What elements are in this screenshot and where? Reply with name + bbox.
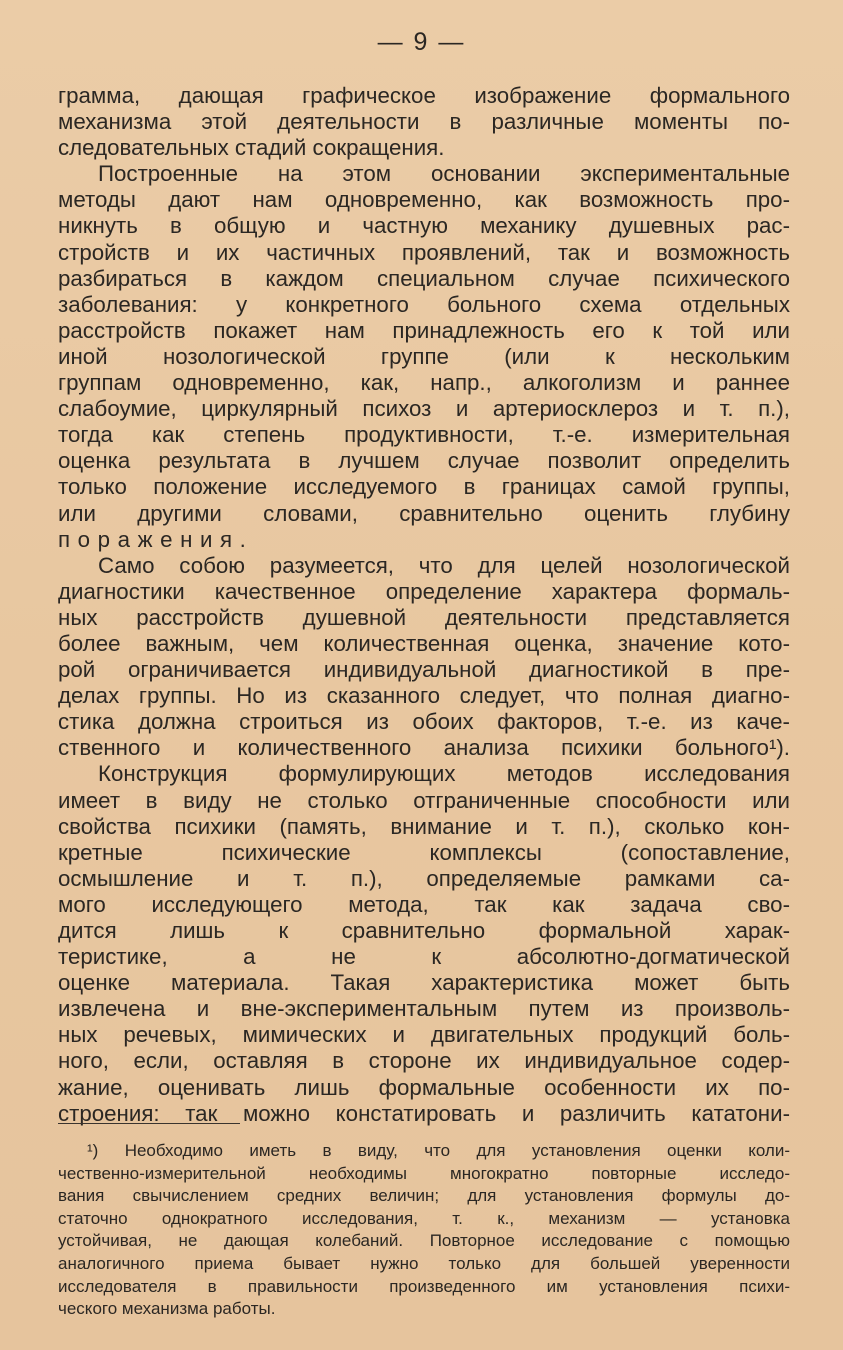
text-line: строения: так можно констатировать и различить кататони- [58, 1100, 790, 1126]
text-line: диагностики качественное определение характера формаль- [58, 578, 790, 604]
text-line: извлечена и вне-экспериментальным путем из произволь- [58, 996, 790, 1022]
text-line: осмышление и т. п.), определяемые рамками са- [58, 865, 790, 891]
text-line: или другими словами, сравнительно оценить глубину [58, 500, 790, 526]
footnote-line: устойчивая, не дающая колебаний. Повторное исследование с помощью [58, 1231, 790, 1251]
text-line: грамма, дающая графическое изображение формального [58, 83, 790, 108]
text-line: мого исследующего метода, так как задача сво- [58, 891, 790, 917]
footnote [58, 1140, 790, 1321]
text-line: Само собою разумеется, что для целей нозологической [98, 552, 790, 578]
text-line: стройств и их частичных проявлений, так и возможность [58, 239, 790, 265]
footnote-line: исследователя в правильности произведенного им установления психи- [58, 1276, 790, 1296]
footnote-line: вания свычислением средних величин; для установления формулы до- [58, 1186, 790, 1206]
text-line: механизма этой деятельности в различные моменты по- [58, 109, 790, 135]
text-line: Конструкция формулирующих методов исследования [98, 761, 790, 787]
text-line: поражения. [58, 526, 254, 552]
text-line: иной нозологической группе (или к нескольким [58, 343, 790, 369]
text-line: ного, если, оставляя в стороне их индивидуальное содер- [58, 1048, 790, 1074]
text-line: рой ограничивается индивидуальной диагностикой в пре- [58, 657, 790, 683]
text-line: имеет в виду не столько отграниченные способности или [58, 787, 790, 813]
text-line: разбираться в каждом специальном случае психического [58, 265, 790, 291]
text-line: следовательных стадий сокращения. [58, 135, 445, 161]
paragraph [58, 761, 790, 1126]
text-line: более важным, чем количественная оценка, значение кото- [58, 630, 790, 656]
text-line: кретные психические комплексы (сопоставление, [58, 839, 790, 865]
footnote-line: чественно-измерительной необходимы многократно повторные исследо- [58, 1163, 790, 1183]
text-line: группам одновременно, как, напр., алкоголизм и раннее [58, 370, 790, 396]
text-line: оценка результата в лучшем случае позволит определить [58, 448, 790, 474]
footnote-line: ческого механизма работы. [58, 1299, 276, 1319]
text-line: делах группы. Но из сказанного следует, что полная диагно- [58, 683, 790, 709]
text-line: слабоумие, циркулярный психоз и артериосклероз и т. п.), [58, 396, 790, 422]
paragraph [58, 161, 790, 552]
footnote-line: аналогичного приема бывает нужно только для большей уверенности [58, 1253, 790, 1273]
page-number: — 9 — [377, 28, 466, 56]
text-line: жание, оценивать лишь формальные особенности их по- [58, 1074, 790, 1100]
text-line: стика должна строиться из обоих факторов, т.-е. из каче- [58, 709, 790, 735]
main-text [58, 83, 790, 1127]
text-line: ных речевых, мимических и двигательных продукций боль- [58, 1022, 790, 1048]
text-line: расстройств покажет нам принадлежность его к той или [58, 317, 790, 343]
text-line: теристике, а не к абсолютно-догматической [58, 944, 790, 970]
text-line: никнуть в общую и частную механику душевных рас- [58, 213, 790, 239]
text-line: ственного и количественного анализа психики больного¹). [58, 735, 790, 761]
text-line: методы дают нам одновременно, как возможность про- [58, 187, 790, 213]
text-line: заболевания: у конкретного больного схема отдельных [58, 291, 790, 317]
text-line: тогда как степень продуктивности, т.-е. измерительная [58, 422, 790, 448]
text-line: Построенные на этом основании экспериментальные [98, 161, 790, 187]
text-line: ных расстройств душевной деятельности представляется [58, 604, 790, 630]
text-line: только положение исследуемого в границах самой группы, [58, 474, 790, 500]
text-line: оценке материала. Такая характеристика может быть [58, 970, 790, 996]
footnote-line: ¹) Необходимо иметь в виду, что для установления оценки коли- [87, 1141, 790, 1160]
text-line: свойства психики (память, внимание и т. п.), сколько кон- [58, 813, 790, 839]
footnote-line: статочно однократного исследования, т. к., механизм — установка [58, 1208, 790, 1228]
text-line: дится лишь к сравнительно формальной харак- [58, 918, 790, 943]
paragraph [58, 553, 790, 762]
footnote-divider [58, 1123, 240, 1124]
paragraph [58, 83, 790, 161]
